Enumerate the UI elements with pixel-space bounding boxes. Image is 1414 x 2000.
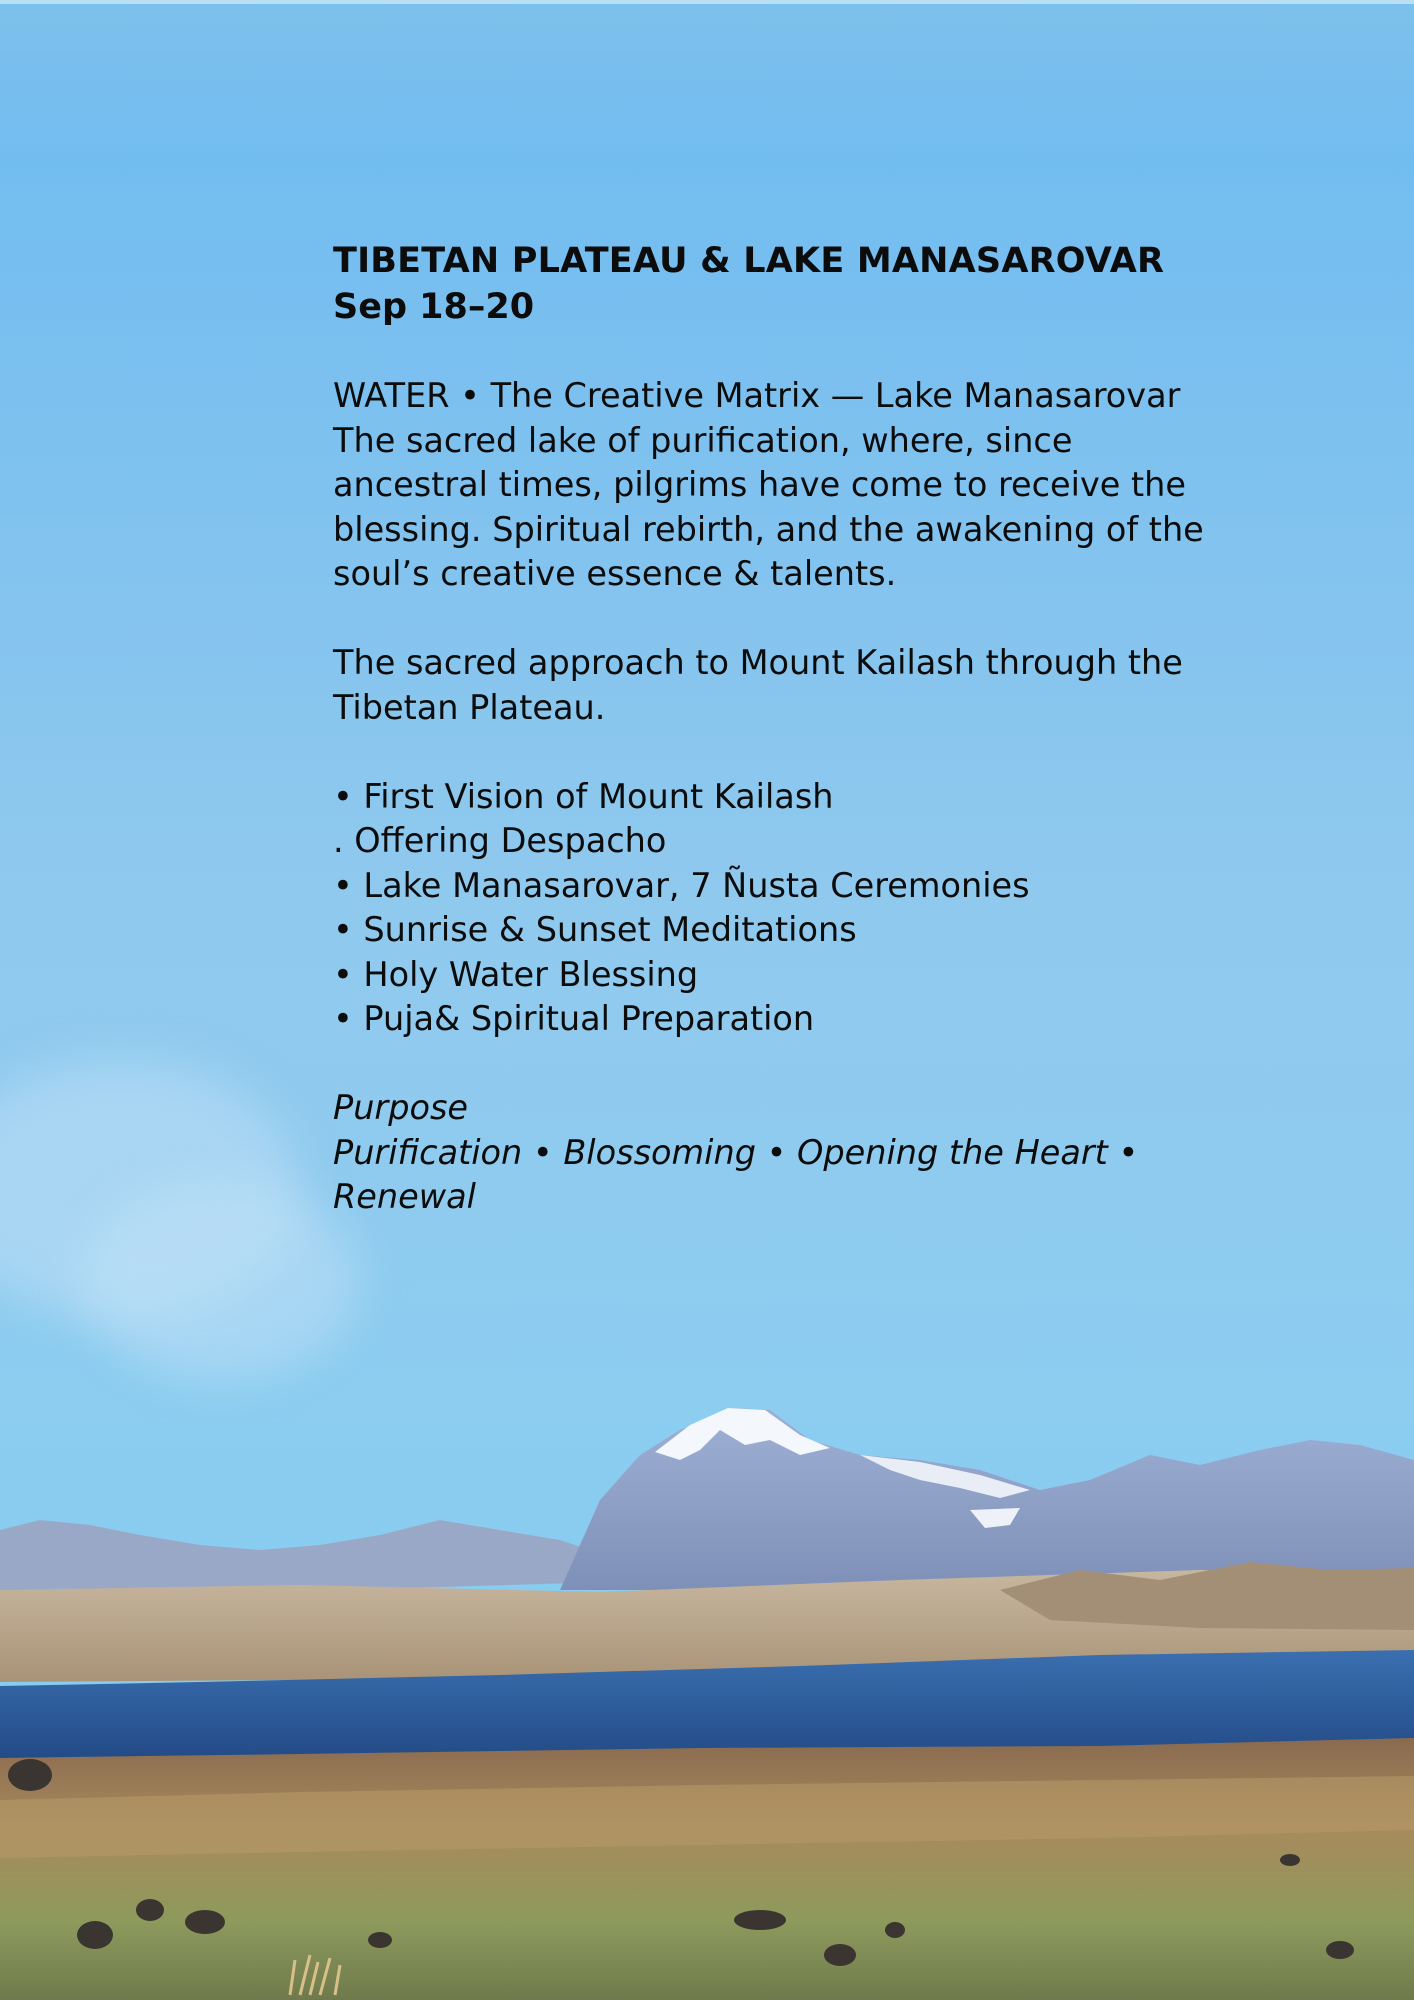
intro-lead: WATER • The Creative Matrix — Lake Manasarovar — [333, 376, 1181, 415]
date-range: Sep 18–20 — [333, 287, 535, 327]
itinerary-content — [333, 238, 1233, 1220]
list-item: • First Vision of Mount Kailash — [333, 776, 834, 816]
shore — [0, 1738, 1414, 2000]
purpose-label: Purpose — [333, 1088, 469, 1127]
intro-body: The sacred lake of purification, where, since ancestral times, pilgrims have come to receive the blessing. Spiritual rebirth, and the awakening of the soul’s creative essence & talents. — [333, 420, 1204, 593]
intro-paragraph — [333, 374, 1233, 597]
list-item: • Puja& Spiritual Preparation — [333, 999, 815, 1038]
list-item: • Lake Manasarovar, 7 Ñusta Ceremonies — [333, 865, 1030, 905]
list-item: • Sunrise & Sunset Meditations — [333, 910, 857, 949]
list-item: . Offering Despacho — [333, 821, 667, 860]
activities-list — [333, 775, 1233, 1042]
purpose-values: Purification • Blossoming • Opening the Heart • Renewal — [333, 1132, 1139, 1216]
approach-paragraph: The sacred approach to Mount Kailash through the Tibetan Plateau. — [333, 643, 1183, 727]
landscape-illustration — [0, 1330, 1414, 2000]
top-border — [0, 0, 1414, 4]
list-item: • Holy Water Blessing — [333, 954, 699, 994]
page-title: TIBETAN PLATEAU & LAKE MANASAROVAR — [333, 241, 1165, 281]
